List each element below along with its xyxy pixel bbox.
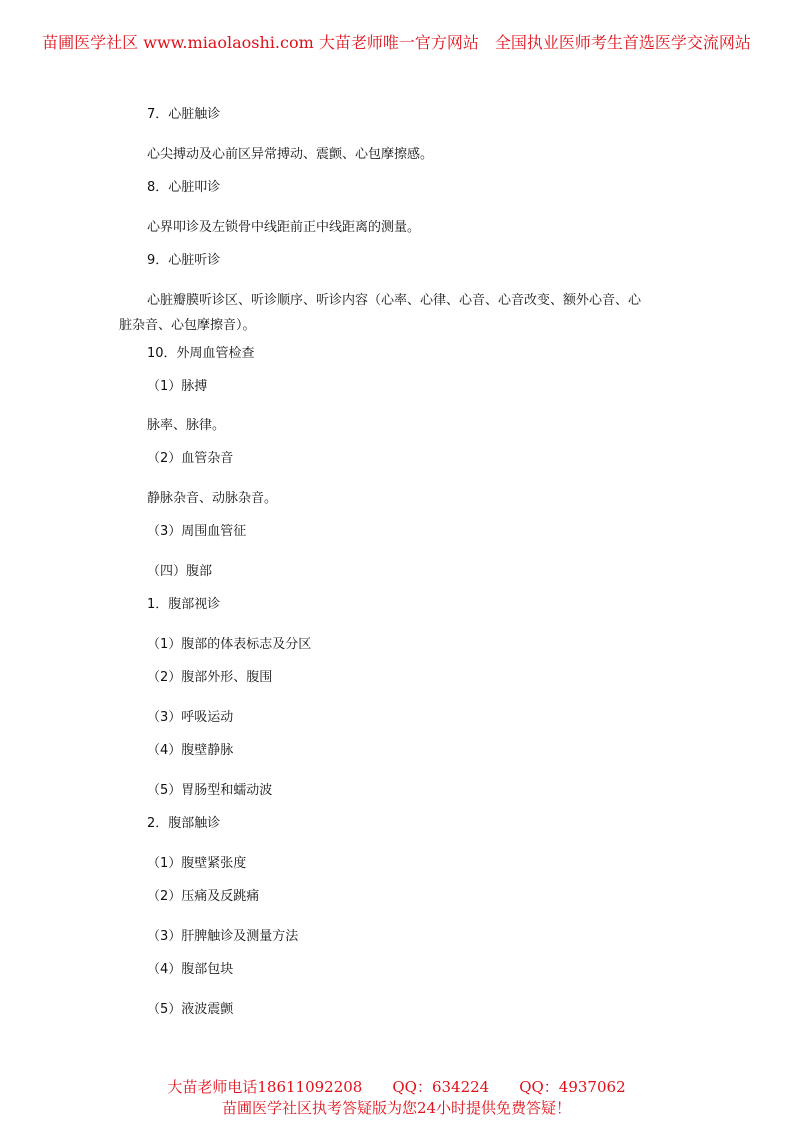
list-item: （1）腹部的体表标志及分区 [147,637,312,652]
page-header: 苗圃医学社区 www.miaolaoshi.com 大苗老师唯一官方网站 全国执业医师考生首选医学交流网站 [42,33,751,52]
list-item: （5）胃肠型和蠕动波 [147,783,273,798]
subheading-pulse: （1）脉搏 [147,379,208,394]
paragraph-line: 静脉杂音、动脉杂音。 [147,491,278,506]
subheading-vascular-murmur: （2）血管杂音 [147,451,234,466]
list-item: （2）腹部外形、腹围 [147,670,273,685]
heading-cardiac-auscultation: 9．心脏听诊 [147,253,221,268]
list-item: （5）液波震颤 [147,1002,234,1017]
subheading-peripheral-vascular-sign: （3）周围血管征 [147,524,247,539]
paragraph-line: 心脏瓣膜听诊区、听诊顺序、听诊内容（心率、心律、心音、心音改变、额外心音、心 [147,293,642,308]
paragraph-line: 脉率、脉律。 [147,418,226,433]
paragraph-line: 心界叩诊及左锁骨中线距前正中线距离的测量。 [147,220,421,235]
footer-notice: 苗圃医学社区执考答疑版为您24小时提供免费答疑！ [221,1099,572,1117]
heading-peripheral-vascular: 10．外周血管检查 [147,346,255,361]
section-heading-abdomen: （四）腹部 [147,564,213,579]
list-item: （4）腹壁静脉 [147,743,234,758]
list-item: （2）压痛及反跳痛 [147,889,260,904]
list-item: （3）肝脾触诊及测量方法 [147,929,299,944]
paragraph-line: 脏杂音、心包摩擦音）。 [119,318,256,333]
heading-cardiac-percussion: 8．心脏叩诊 [147,180,221,195]
list-item: （3）呼吸运动 [147,710,234,725]
footer-contact: 大苗老师电话18611092208 QQ：634224 QQ：4937062 [167,1078,626,1096]
heading-abdominal-inspection: 1．腹部视诊 [147,597,221,612]
heading-abdominal-palpation: 2．腹部触诊 [147,816,221,831]
list-item: （1）腹壁紧张度 [147,856,247,871]
heading-cardiac-palpation: 7．心脏触诊 [147,107,221,122]
paragraph-line: 心尖搏动及心前区异常搏动、震颤、心包摩擦感。 [147,147,434,162]
list-item: （4）腹部包块 [147,962,234,977]
